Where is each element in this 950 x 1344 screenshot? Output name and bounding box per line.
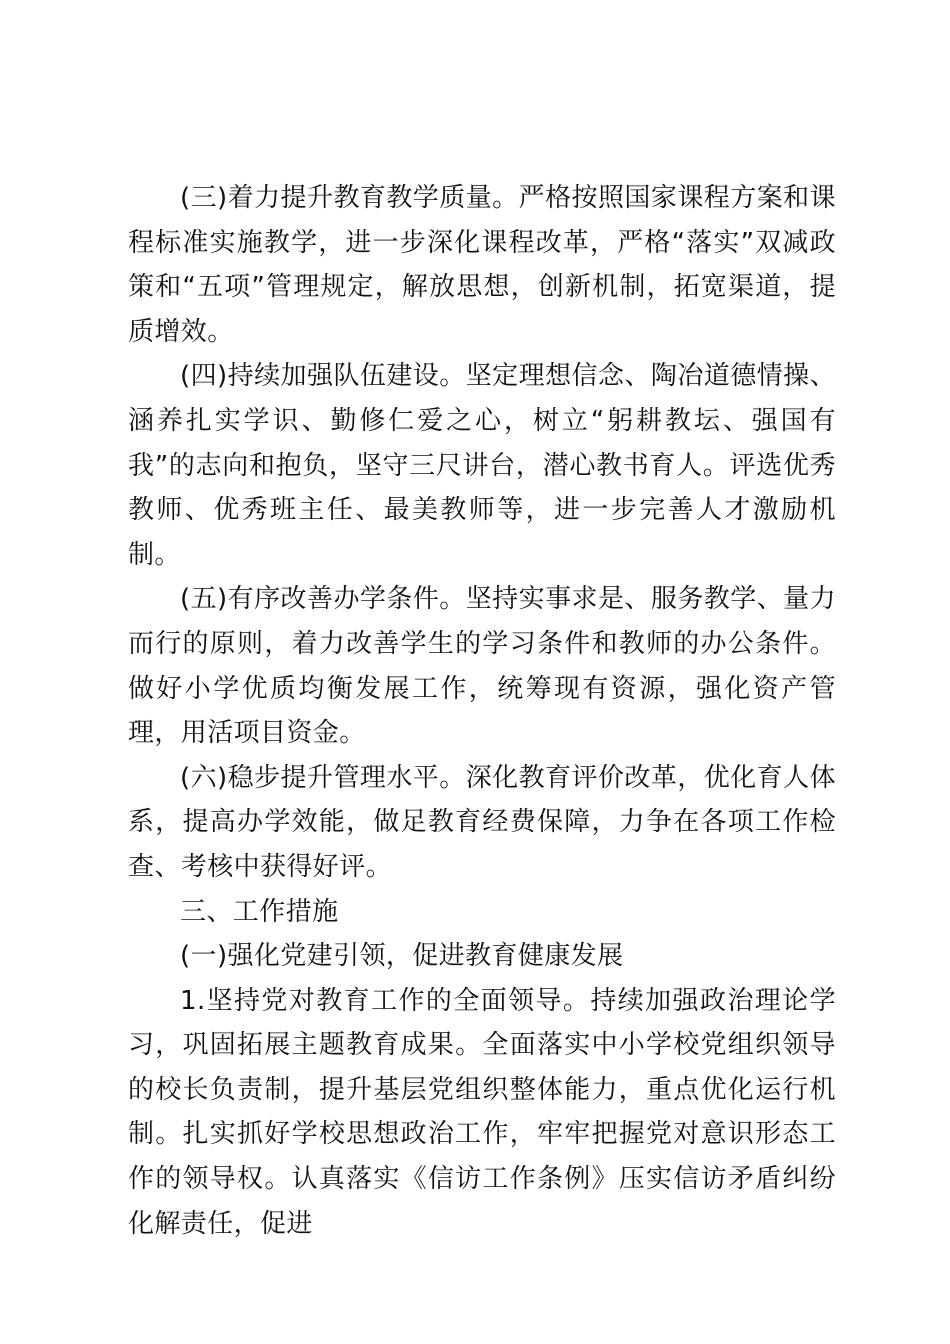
paragraph-conditions: (五)有序改善办学条件。坚持实事求是、服务教学、量力而行的原则，着力改善学生的学习条件和教师的办公条件。做好小学优质均衡发展工作，统筹现有资源，强化资产管理，用活项目资金。: [128, 584, 836, 749]
paragraph-management: (六)稳步提升管理水平。深化教育评价改革，优化育人体系，提高办学效能，做足教育经费保障，力争在各项工作检查、考核中获得好评。: [128, 762, 836, 882]
subsection-heading-party: (一)强化党建引领，促进教育健康发展: [180, 941, 624, 972]
paragraph-team: (四)持续加强队伍建设。坚定理想信念、陶冶道德情操、涵养扎实学识、勤修仁爱之心，树立“躬耕教坛、强国有我”的志向和抱负，坚守三尺讲台，潜心教书育人。评选优秀教师、优秀班主任、最美教师等，进一步完善人才激励机制。: [128, 361, 836, 570]
document-body: [128, 176, 836, 1246]
paragraph-quality: (三)着力提升教育教学质量。严格按照国家课程方案和课程标准实施教学，进一步深化课程改革，严格“落实”双减政策和“五项”管理规定，解放思想，创新机制，拓宽渠道，提质增效。: [128, 183, 836, 347]
section-heading-measures: 三、工作措施: [180, 896, 339, 927]
paragraph-party-leadership: 1.坚持党对教育工作的全面领导。持续加强政治理论学习，巩固拓展主题教育成果。全面落实中小学校党组织领导的校长负责制，提升基层党组织整体能力，重点优化运行机制。扎实抓好学校思想政治工作，牢牢把握党对意识形态工作的领导权。认真落实《信访工作条例》压实信访矛盾纠纷化解责任，促进: [128, 985, 836, 1239]
